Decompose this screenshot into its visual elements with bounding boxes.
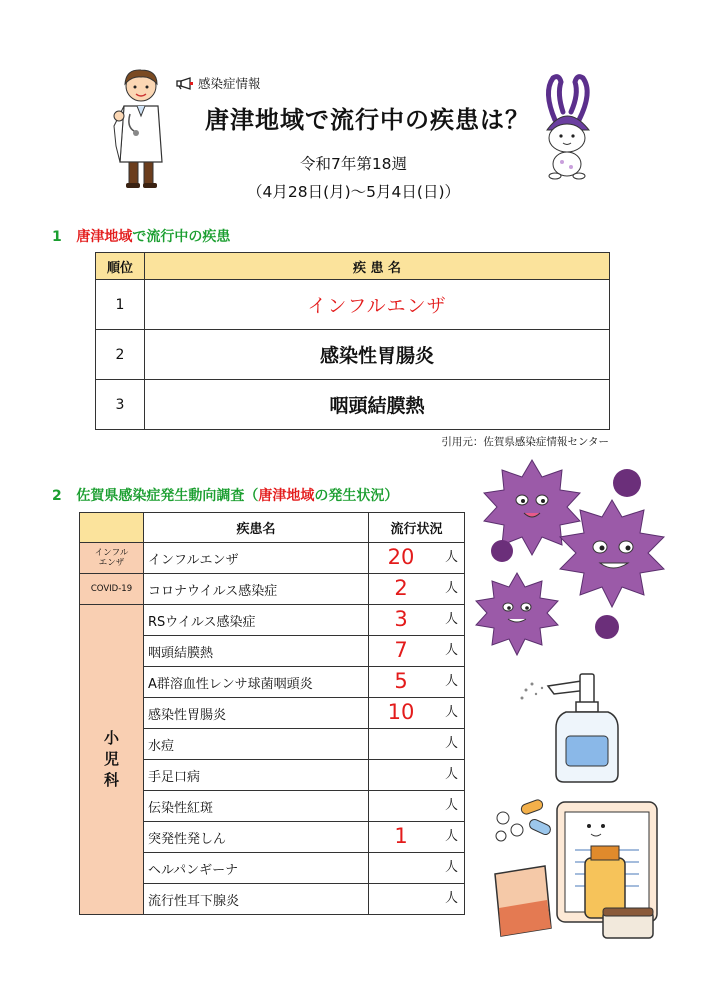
category-pediatrics: 小 児 科	[80, 605, 144, 915]
info-tag-label: 感染症情報	[198, 76, 261, 91]
table-row: 3 咽頭結膜熱	[96, 380, 610, 430]
disease-name-header: 疾患名	[144, 513, 369, 543]
period-label: （4月28日(月)〜5月4日(日)）	[247, 183, 460, 201]
virus-illustration	[472, 455, 682, 665]
category-flu: インフル エンザ	[80, 543, 144, 574]
medicine-illustration	[493, 796, 668, 946]
table-row: 1 インフルエンザ	[96, 280, 610, 330]
disease-header: 疾 患 名	[145, 253, 610, 280]
table-row: 手足口病 人	[80, 760, 465, 791]
rank1-disease: インフルエンザ	[145, 280, 610, 330]
rank3-disease: 咽頭結膜熱	[145, 380, 610, 430]
category-header	[80, 513, 144, 543]
rank2-disease: 感染性胃腸炎	[145, 330, 610, 380]
table-row: インフル エンザ インフルエンザ 20 人	[80, 543, 465, 574]
table-row: 小 児 科 RSウイルス感染症 3 人	[80, 605, 465, 636]
status-header: 流行状況	[369, 513, 465, 543]
category-covid: COVID-19	[80, 574, 144, 605]
table-row: A群溶血性レンサ球菌咽頭炎 5 人	[80, 667, 465, 698]
info-tag	[176, 74, 261, 92]
table-row: ヘルパンギーナ 人	[80, 853, 465, 884]
table-row: COVID-19 コロナウイルス感染症 2 人	[80, 574, 465, 605]
table-row: 咽頭結膜熱 7 人	[80, 636, 465, 667]
sanitizer-illustration	[518, 668, 638, 788]
rank-header: 順位	[96, 253, 145, 280]
table-row: 水痘 人	[80, 729, 465, 760]
table-row: 2 感染性胃腸炎	[96, 330, 610, 380]
table-row: 流行性耳下腺炎 人	[80, 884, 465, 915]
surveillance-table	[79, 512, 465, 915]
section2-heading: 2 佐賀県感染症発生動向調査（唐津地域の発生状況）	[52, 488, 399, 504]
table-row: 伝染性紅斑 人	[80, 791, 465, 822]
table-row: 感染性胃腸炎 10 人	[80, 698, 465, 729]
table-row: 突発性発しん 1 人	[80, 822, 465, 853]
week-label: 令和7年第18週	[299, 155, 408, 173]
citation: 引用元：佐賀県感染症情報センター	[441, 436, 609, 448]
ranking-table	[95, 252, 610, 430]
section1-heading: 1 唐津地域で流行中の疾患	[52, 229, 231, 245]
megaphone-icon	[176, 77, 194, 90]
page-title: 唐津地域で流行中の疾患は？	[205, 106, 530, 134]
